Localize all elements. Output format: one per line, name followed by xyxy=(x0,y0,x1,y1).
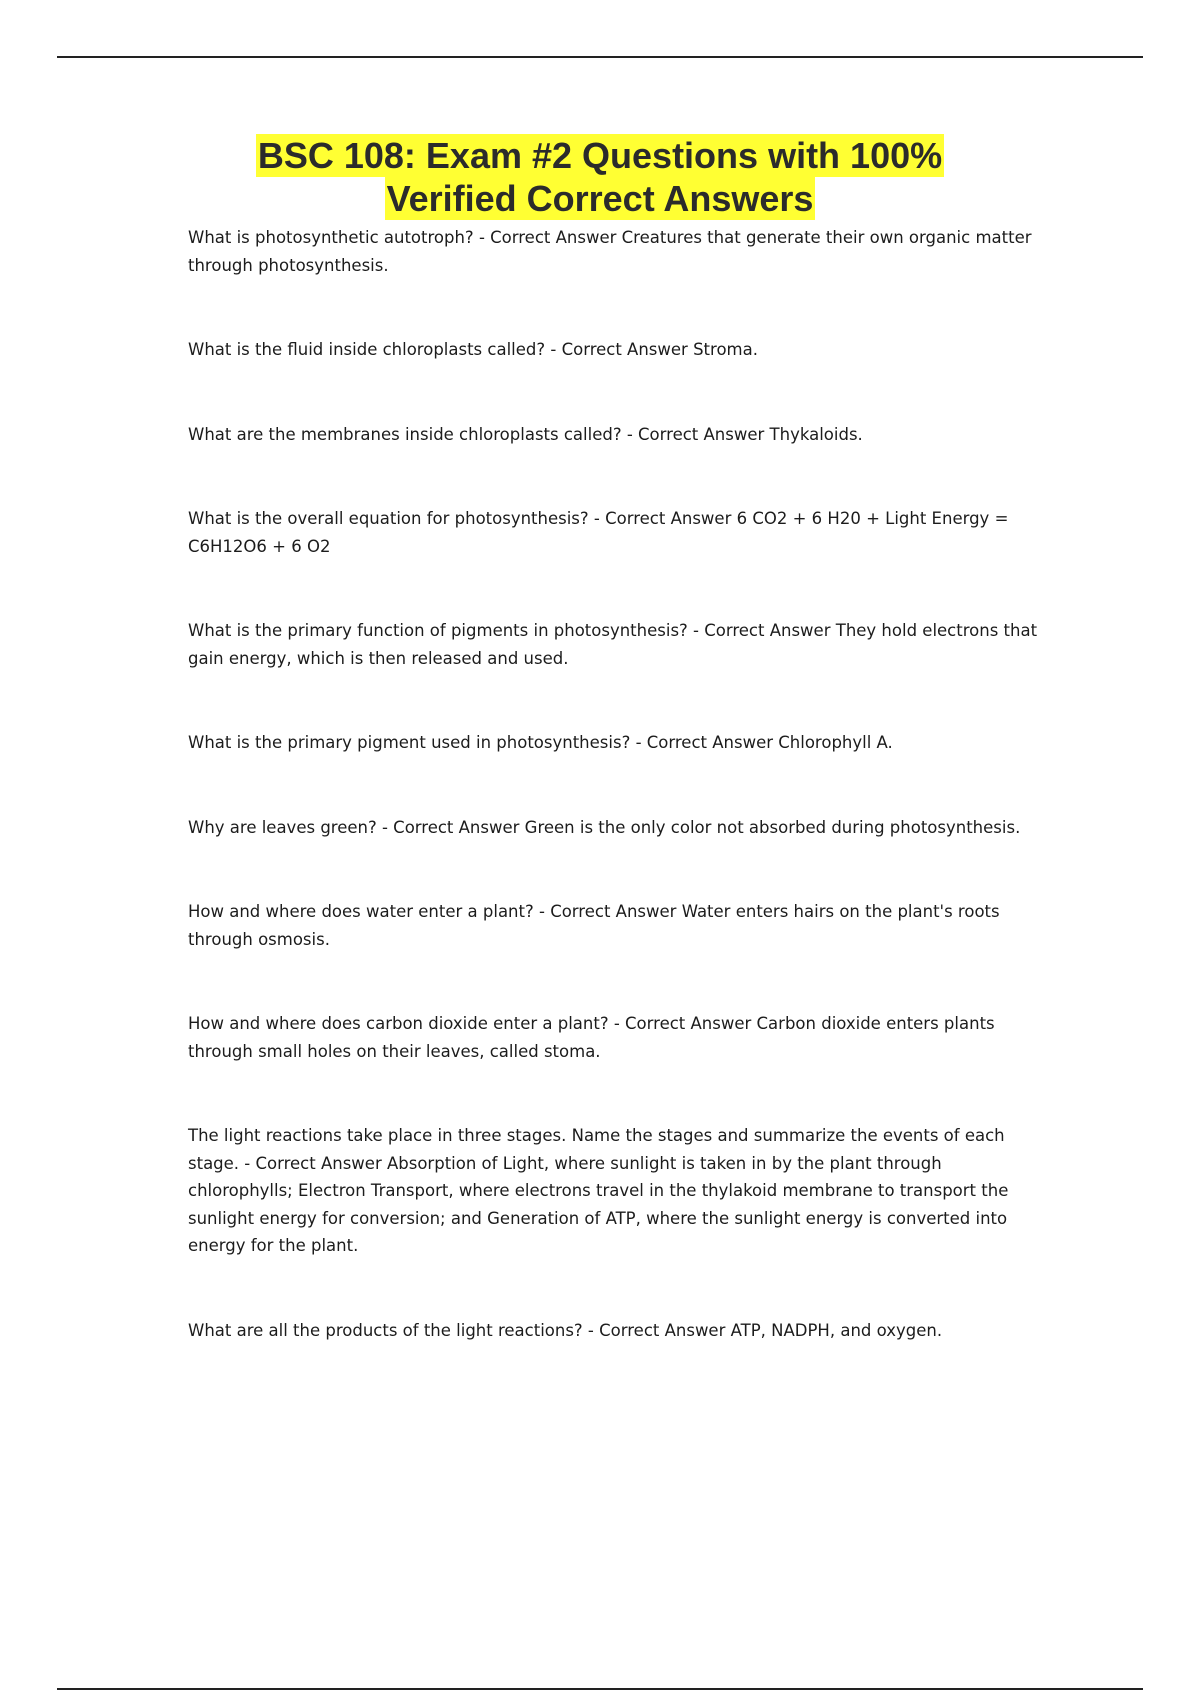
qa-item xyxy=(188,729,1048,757)
answer-text: Chlorophyll A. xyxy=(778,733,893,752)
answer-separator: - Correct Answer xyxy=(545,340,694,359)
question-text: How and where does carbon dioxide enter a plant? xyxy=(188,1014,609,1033)
qa-item xyxy=(188,421,1048,449)
answer-separator: - Correct Answer xyxy=(621,424,770,444)
answer-separator: - Correct Answer xyxy=(376,817,525,837)
title-line-2: Verified Correct Answers xyxy=(386,178,814,219)
question-text: What is the overall equation for photosynthesis? xyxy=(188,509,589,528)
qa-item xyxy=(188,1010,1048,1065)
answer-separator: - Correct Answer xyxy=(608,1014,757,1033)
answer-text: Stroma. xyxy=(693,340,758,359)
question-text: What is the primary function of pigments in photosynthesis? xyxy=(188,621,688,640)
qa-item xyxy=(188,336,1048,364)
page-top-rule xyxy=(57,56,1143,58)
qa-item xyxy=(188,1122,1048,1260)
document-title xyxy=(0,134,1200,220)
question-text: The light reactions take place in three stages. Name the stages and summarize the events of each stage. xyxy=(188,1126,1005,1173)
answer-text: Creatures that generate their own organic matter through photosynthesis. xyxy=(188,228,1032,275)
page-bottom-rule xyxy=(57,1688,1143,1690)
answer-text: They hold electrons that gain energy, which is then released and used. xyxy=(188,621,1038,668)
question-answer-list xyxy=(188,224,1048,1401)
question-text: What are the membranes inside chloroplasts called? xyxy=(188,424,622,444)
answer-text: ATP, NADPH, and oxygen. xyxy=(730,1320,943,1340)
qa-item xyxy=(188,898,1048,953)
title-line-1: BSC 108: Exam #2 Questions with 100% xyxy=(257,135,943,176)
answer-text: 6 CO2 + 6 H20 + Light Energy = C6H12O6 + 6 O2 xyxy=(188,509,1009,556)
answer-separator: - Correct Answer xyxy=(630,733,779,752)
answer-separator: - Correct Answer xyxy=(239,1153,387,1173)
answer-separator: - Correct Answer xyxy=(588,509,737,528)
qa-item xyxy=(188,1317,1048,1345)
question-text: What is the primary pigment used in photosynthesis? xyxy=(188,733,631,752)
answer-text: Green is the only color not absorbed during photosynthesis. xyxy=(524,817,1021,837)
answer-text: Absorption of Light, where sunlight is taken in by the plant through chlorophylls; Electron Transport, where electrons travel in the thylakoid membrane to transport the sunlight energy for conversion; and Generation of ATP, where the sunlight energy is converted into energy for the plant. xyxy=(188,1153,1009,1255)
answer-separator: - Correct Answer xyxy=(582,1320,731,1340)
question-text: What is photosynthetic autotroph? xyxy=(188,228,474,247)
answer-separator: - Correct Answer xyxy=(687,621,836,640)
question-text: How and where does water enter a plant? xyxy=(188,902,534,921)
qa-item xyxy=(188,617,1048,672)
answer-separator: - Correct Answer xyxy=(533,902,682,921)
qa-item xyxy=(188,505,1048,560)
answer-separator: - Correct Answer xyxy=(473,228,622,247)
answer-text: Carbon dioxide enters plants through small holes on their leaves, called stoma. xyxy=(188,1014,995,1061)
question-text: Why are leaves green? xyxy=(188,817,377,837)
answer-text: Water enters hairs on the plant's roots through osmosis. xyxy=(188,902,1000,949)
qa-item xyxy=(188,814,1048,842)
question-text: What are all the products of the light reactions? xyxy=(188,1320,583,1340)
answer-text: Thykaloids. xyxy=(769,424,863,444)
question-text: What is the fluid inside chloroplasts called? xyxy=(188,340,546,359)
qa-item xyxy=(188,224,1048,279)
